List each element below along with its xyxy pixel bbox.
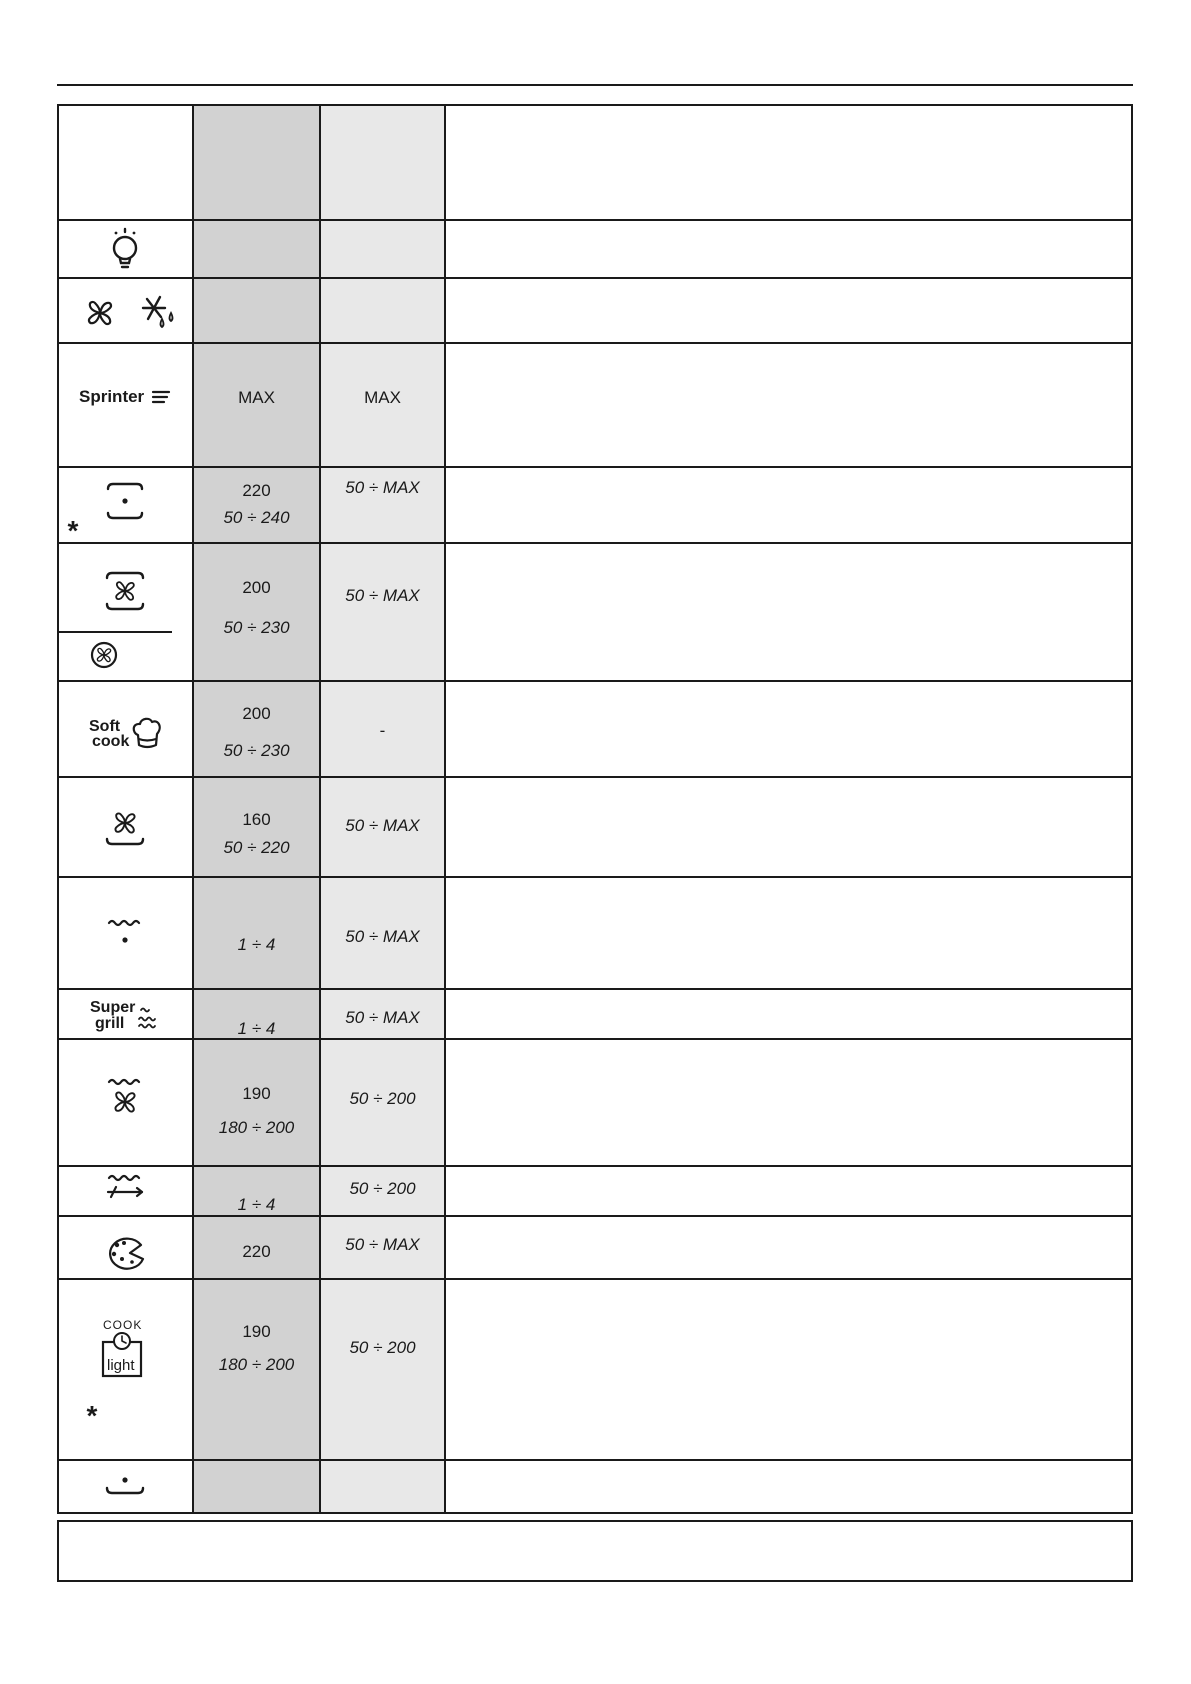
cook-light-bottom-label: light — [107, 1357, 135, 1374]
temp-range: 50 ÷ 230 — [223, 741, 290, 760]
function-cell — [57, 990, 194, 1038]
range-cell — [321, 221, 446, 277]
description-cell — [446, 1280, 1133, 1459]
row-soft-cook — [57, 682, 1133, 778]
row-super-grill — [57, 990, 1133, 1040]
default-temp: 190 — [242, 1084, 271, 1103]
default-temp-cell — [194, 221, 321, 277]
description-cell — [446, 778, 1133, 876]
temp-range: 50 ÷ 220 — [223, 838, 290, 857]
grill-label: grill — [95, 1015, 125, 1032]
bottom-heat-icon — [104, 1475, 146, 1499]
sprinter-label: Sprinter — [79, 387, 145, 406]
defrost-icon — [138, 293, 178, 333]
temp-range: 180 ÷ 200 — [218, 1118, 295, 1137]
function-cell — [57, 279, 194, 342]
range-value: 50 ÷ 200 — [349, 1338, 416, 1357]
description-cell — [446, 1167, 1133, 1215]
sprinter-icon — [79, 384, 171, 408]
super-label: Super — [90, 999, 136, 1016]
temp-range: 50 ÷ 240 — [223, 508, 290, 527]
range-cell — [321, 468, 446, 542]
default-temp-cell — [194, 468, 321, 542]
range-cell — [321, 1461, 446, 1512]
super-grill-icon — [89, 997, 161, 1033]
cell-divider — [59, 631, 172, 633]
fan-bottom-icon — [104, 808, 146, 848]
range-value: 50 ÷ MAX — [345, 1235, 420, 1254]
description-cell — [446, 1040, 1133, 1165]
cook-light-icon — [94, 1318, 150, 1382]
function-cell — [57, 468, 194, 546]
default-temp-cell — [194, 1167, 321, 1215]
default-temp-cell — [194, 1217, 321, 1278]
range-value: 50 ÷ MAX — [345, 478, 420, 497]
range-cell — [321, 1040, 446, 1165]
range-cell — [321, 682, 446, 776]
range-value: 50 ÷ MAX — [345, 927, 420, 946]
description-cell — [446, 1461, 1133, 1512]
default-temp: 220 — [242, 1242, 271, 1261]
description-cell — [446, 279, 1133, 342]
asterisk-mark: * — [86, 1400, 98, 1431]
default-temp: MAX — [238, 388, 275, 407]
range-cell — [321, 544, 446, 680]
function-cell — [57, 1217, 194, 1278]
top-rule — [57, 84, 1133, 86]
default-temp-cell — [194, 1280, 321, 1459]
range-value: - — [379, 721, 386, 740]
row-cook-light — [57, 1280, 1133, 1461]
cook-light-top-label: COOK — [103, 1318, 143, 1332]
function-cell — [57, 1167, 194, 1215]
range-cell — [321, 344, 446, 466]
default-temp-cell — [194, 1040, 321, 1165]
row-rotisserie — [57, 1167, 1133, 1217]
function-cell — [57, 878, 194, 988]
range-cell — [321, 990, 446, 1038]
row-fan-bottom — [57, 778, 1133, 878]
default-temp-cell — [194, 544, 321, 680]
default-temp: 220 — [242, 481, 271, 500]
temp-range: 1 ÷ 4 — [237, 1019, 276, 1038]
range-value: 50 ÷ 200 — [349, 1089, 416, 1108]
default-temp-cell — [194, 878, 321, 988]
temp-range: 1 ÷ 4 — [237, 1195, 276, 1214]
range-cell — [321, 1280, 446, 1459]
footer-box — [57, 1520, 1133, 1582]
description-cell — [446, 682, 1133, 776]
pizza-icon — [104, 1234, 146, 1270]
asterisk-mark: * — [67, 515, 79, 546]
row-multilevel-fan — [57, 544, 1133, 682]
default-temp-cell — [194, 682, 321, 776]
fan-icon — [84, 297, 116, 329]
function-cell — [57, 778, 194, 876]
default-temp-cell — [194, 990, 321, 1038]
conventional-icon — [105, 480, 145, 522]
header-description-cell — [446, 104, 1133, 219]
row-grill — [57, 878, 1133, 990]
rotisserie-icon — [103, 1172, 147, 1202]
temp-range: 180 ÷ 200 — [218, 1355, 295, 1374]
row-conventional — [57, 468, 1133, 544]
temp-range: 50 ÷ 230 — [223, 618, 290, 637]
header-default-temp-cell — [194, 104, 321, 219]
function-cell — [57, 1461, 194, 1512]
description-cell — [446, 990, 1133, 1038]
default-temp-cell — [194, 1461, 321, 1512]
description-cell — [446, 1217, 1133, 1278]
row-sprinter — [57, 344, 1133, 468]
description-cell — [446, 878, 1133, 988]
range-cell — [321, 778, 446, 876]
range-cell — [321, 1167, 446, 1215]
cook-label: cook — [92, 733, 130, 750]
fan-grill-icon — [104, 1076, 146, 1118]
temp-range: 1 ÷ 4 — [237, 935, 276, 954]
function-cell — [57, 344, 194, 466]
default-temp: 190 — [242, 1322, 271, 1341]
grill-icon — [104, 916, 146, 946]
function-cell — [57, 682, 194, 776]
header-function-cell — [57, 104, 194, 219]
range-value: 50 ÷ MAX — [345, 1008, 420, 1027]
row-lamp — [57, 221, 1133, 279]
default-temp-cell — [194, 778, 321, 876]
description-cell — [446, 344, 1133, 466]
soft-cook-icon — [87, 715, 163, 751]
default-temp: 200 — [242, 704, 271, 723]
header-range-cell — [321, 104, 446, 219]
description-cell — [446, 544, 1133, 680]
default-temp-cell — [194, 279, 321, 342]
range-value: 50 ÷ MAX — [345, 586, 420, 605]
table-header-row — [57, 104, 1133, 221]
range-value: 50 ÷ MAX — [345, 816, 420, 835]
function-cell — [57, 544, 194, 680]
row-fan-defrost — [57, 279, 1133, 344]
function-cell — [57, 221, 194, 277]
default-temp-cell — [194, 344, 321, 466]
function-cell — [57, 1040, 194, 1165]
range-value: MAX — [364, 388, 401, 407]
default-temp: 160 — [242, 810, 271, 829]
description-cell — [446, 468, 1133, 542]
range-cell — [321, 1217, 446, 1278]
fan-circle-icon — [89, 640, 119, 670]
row-fan-grill — [57, 1040, 1133, 1167]
lamp-icon — [105, 225, 145, 271]
range-cell — [321, 878, 446, 988]
range-cell — [321, 279, 446, 342]
soft-label: Soft — [89, 718, 121, 735]
range-value: 50 ÷ 200 — [349, 1179, 416, 1198]
description-cell — [446, 221, 1133, 277]
multilevel-fan-icon — [104, 569, 146, 613]
row-bottom-heat — [57, 1461, 1133, 1514]
row-pizza — [57, 1217, 1133, 1280]
function-cell — [57, 1280, 194, 1459]
default-temp: 200 — [242, 578, 271, 597]
